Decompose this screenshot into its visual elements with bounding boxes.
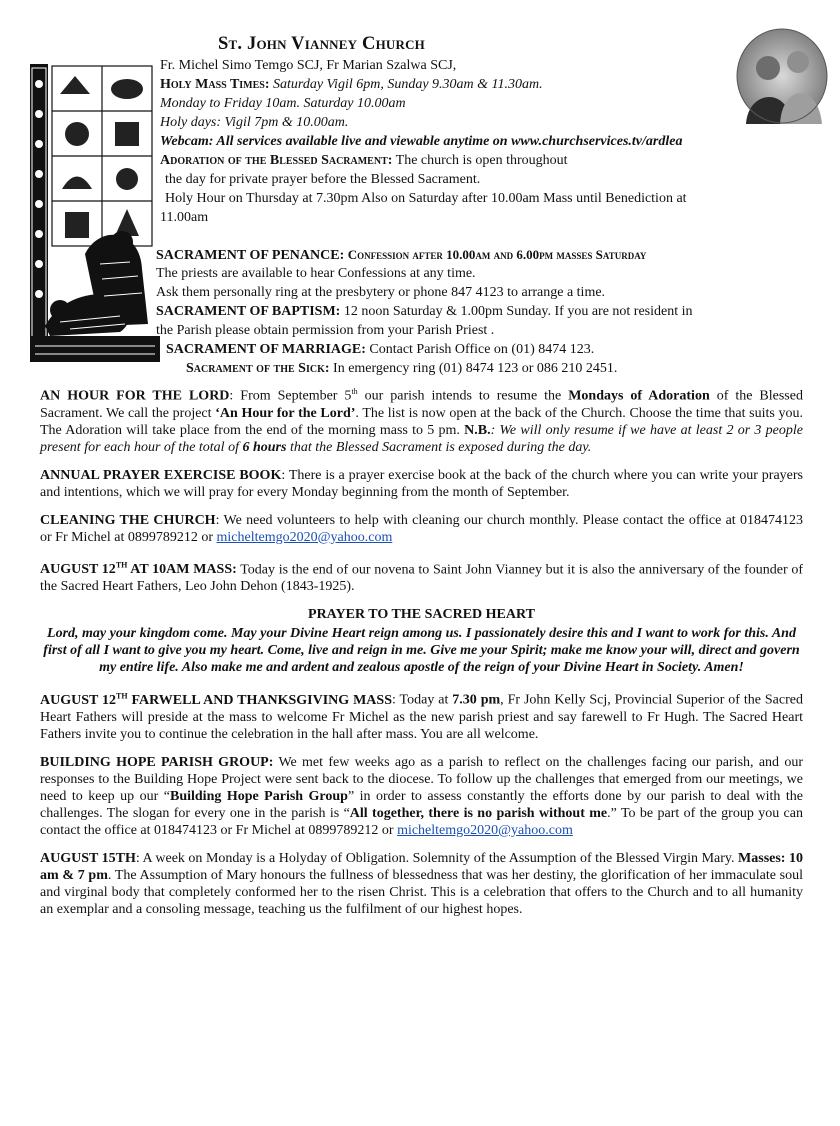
holy-hour-line-2: 11.00am [160,210,209,225]
priests-line: Fr. Michel Simo Temgo SCJ, Fr Marian Szalwa SCJ, [160,58,457,73]
notice-building-hope: BUILDING HOPE PARISH GROUP: We met few weeks ago as a parish to reflect on the challenges facing our parish, and our responses to the Building Hope Project were sent back to the diocese. To follow up the challenges that emerged from our meetings, we need to keep up our “Building Hope Parish Group” in order to assess constantly the efforts done by our parish to deal with the challenges. The slogan for every one in the parish is “All together, there is no parish without me.” To be part of the group you can contact the office at 018474123 or Fr Michel at 0899789212 or micheltemgo2020@yahoo.com [40,754,803,838]
marriage-label: SACRAMENT OF MARRIAGE: [166,342,366,357]
notice-hour-for-the-lord: AN HOUR FOR THE LORD: From September 5th our parish intends to resume the Mondays of Adoration of the Blessed Sacrament. We call the project ‘An Hour for the Lord’. The list is now open at the back of the Church. Choose the time that suits you. The Adoration will take place from the end of the morning mass to 5 pm. N.B.: We will only resume if we have at least 2 or 3 people present for each hour of the total of 6 hours that the Blessed Sacrament is exposed during the day. [40,387,804,455]
notice-heading: CLEANING THE CHURCH [40,512,216,528]
mass-times-weekday: Monday to Friday 10am. Saturday 10.00am [160,96,406,111]
notice-farewell-mass: AUGUST 12TH FARWELL AND THANKSGIVING MASS: Today at 7.30 pm, Fr John Kelly Scj, Provincial Superior of the Sacred Heart Fathers will preside at the mass to welcome Fr Michel as the new parish priest and say farewell to Fr Hugh. The Sacred Heart Fathers invite you to continue the celebration in the hall after mass. You are all welcome. [40,691,803,742]
notice-heading: ANNUAL PRAYER EXERCISE BOOK [40,467,282,483]
mass-times-label: Holy Mass Times: [160,77,270,92]
penance-label: SACRAMENT OF PENANCE: [156,248,345,263]
notice-heading: AUGUST 12TH AT 10AM MASS: [40,560,237,578]
sick-text: In emergency ring (01) 8474 123 or 086 210 2451. [333,361,618,376]
baptism-label: SACRAMENT OF BAPTISM: [156,304,341,319]
notice-cleaning: CLEANING THE CHURCH: We need volunteers to help with cleaning our church monthly. Please contact the office at 018474123 or Fr Michel at 0899789212 or micheltemgo2020@yahoo.com [40,512,803,545]
marriage-line [166,341,594,358]
bulletin-header [0,0,840,375]
sick-line [186,360,617,377]
email-link[interactable]: micheltemgo2020@yahoo.com [397,822,573,838]
penance-text-2: Ask them personally ring at the presbytery or phone 847 4123 to arrange a time. [156,285,606,300]
sick-label: Sacrament of the Sick: [186,361,330,376]
notice-heading: AUGUST 15TH [40,850,136,866]
penance-line [156,246,646,264]
adoration-text-2: the day for private prayer before the Blessed Sacrament. [165,172,481,187]
penance-confession-times: Confession after 10.00am and 6.00pm masses Saturday [347,247,647,262]
baptism-text: 12 noon Saturday & 1.00pm Sunday. If you are not resident in [343,304,693,319]
prayer-text: Lord, may your kingdom come. May your Divine Heart reign among us. I passionately desire this and I want to work for this. And first of all I want to give you my heart. Come, live and reign in me. Give me your Spirit; make me know your will, direct and govern my entire life. Also make me and ardent and zealous apostle of the reign of your Divine Heart in Society. Amen! [43,626,800,676]
notice-heading: AUGUST 12TH FARWELL AND THANKSGIVING MASS [40,691,392,708]
marriage-text: Contact Parish Office on (01) 8474 123. [369,342,595,357]
notice-heading: AN HOUR FOR THE LORD [40,388,230,404]
notice-aug15: AUGUST 15TH: A week on Monday is a Holyday of Obligation. Solemnity of the Assumption of the Blessed Virgin Mary. Masses: 10 am & 7 pm. The Assumption of Mary honours the fullness of blessedness that was her destiny, the glorification of her immaculate soul and virginal body that completely conformed her to the risen Christ. This is a celebration that offers to the Church and to all humanity an exemplar and a consoling message, teaching us the fulfilment of our highest hopes. [40,850,803,917]
adoration-text: The church is open throughout [395,153,568,168]
holy-days-line: Holy days: Vigil 7pm & 10.00am. [160,115,349,130]
penance-text-1: The priests are available to hear Confessions at any time. [156,266,476,281]
prayer-title: PRAYER TO THE SACRED HEART [308,607,535,623]
notice-prayer-book: ANNUAL PRAYER EXERCISE BOOK: There is a prayer exercise book at the back of the church where you can write your prayers and intentions, which we will pray for every Monday beginning from the month of September. [40,467,804,500]
adoration-line [160,152,568,169]
notices-column [40,383,803,929]
webcam-line: Webcam: All services available live and viewable anytime on www.churchservices.tv/ardlea [160,134,683,149]
adoration-label: Adoration of the Blessed Sacrament: [160,153,393,168]
notice-aug12-mass: AUGUST 12TH AT 10AM MASS: Today is the end of our novena to Saint John Vianney but it is also the anniversary of the founder of the Sacred Heart Fathers, Leo John Dehon (1843-1925). [40,560,804,595]
mass-times-line [160,76,543,93]
baptism-text-2: the Parish please obtain permission from your Parish Priest . [156,323,495,338]
mass-times-weekend: Saturday Vigil 6pm, Sunday 9.30am & 11.30am. [273,77,543,92]
email-link[interactable]: micheltemgo2020@yahoo.com [216,529,393,545]
church-title: St. John Vianney Church [218,34,425,54]
pieta-woodcut-image [30,64,160,362]
saints-portrait-image [736,28,828,124]
holy-hour-line: Holy Hour on Thursday at 7.30pm Also on Saturday after 10.00am Mass until Benediction at [165,191,687,206]
notice-heading: BUILDING HOPE PARISH GROUP: [40,754,274,770]
baptism-line [156,303,693,320]
